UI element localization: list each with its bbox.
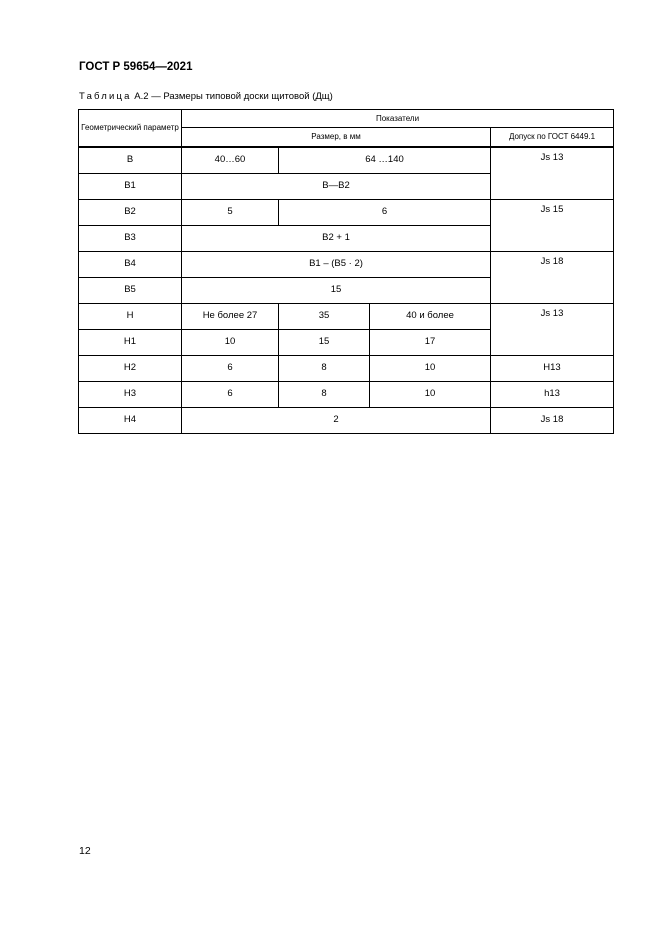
param-cell: H <box>79 304 182 330</box>
size-cell: 10 <box>370 382 491 408</box>
tolerance-cell: h13 <box>491 382 614 408</box>
size-cell: 17 <box>370 330 491 356</box>
size-cell: 8 <box>279 356 370 382</box>
param-cell: B4 <box>79 252 182 278</box>
table-row <box>79 147 614 174</box>
size-cell: 5 <box>182 200 279 226</box>
page-number: 12 <box>79 845 91 857</box>
header-indicators: Показатели <box>182 110 614 128</box>
size-cell: 6 <box>279 200 491 226</box>
size-cell: 10 <box>182 330 279 356</box>
param-cell: H3 <box>79 382 182 408</box>
size-cell: B1 – (B5 · 2) <box>182 252 491 278</box>
tolerance-cell: Js 18 <box>491 252 614 304</box>
size-cell: 64 …140 <box>279 147 491 174</box>
header-size: Размер, в мм <box>182 128 491 148</box>
size-cell: B2 + 1 <box>182 226 491 252</box>
table-header-row <box>79 110 614 128</box>
size-cell: B—B2 <box>182 174 491 200</box>
param-cell: B5 <box>79 278 182 304</box>
size-cell: 2 <box>182 408 491 434</box>
param-cell: H1 <box>79 330 182 356</box>
table-caption <box>79 91 333 102</box>
table-row <box>79 252 614 278</box>
tolerance-cell: Js 18 <box>491 408 614 434</box>
param-cell: B3 <box>79 226 182 252</box>
table-row <box>79 356 614 382</box>
size-cell: 40…60 <box>182 147 279 174</box>
header-tolerance: Допуск по ГОСТ 6449.1 <box>491 128 614 148</box>
dimensions-table <box>78 109 614 434</box>
param-cell: B2 <box>79 200 182 226</box>
table-row <box>79 408 614 434</box>
tolerance-cell: Js 13 <box>491 304 614 356</box>
size-cell: 10 <box>370 356 491 382</box>
param-cell: B1 <box>79 174 182 200</box>
param-cell: B <box>79 147 182 174</box>
header-param: Геометрический параметр <box>79 110 182 148</box>
table-caption-title: А.2 — Размеры типовой доски щитовой (Дщ) <box>131 91 333 102</box>
tolerance-cell: H13 <box>491 356 614 382</box>
size-cell: 40 и более <box>370 304 491 330</box>
size-cell: 6 <box>182 356 279 382</box>
table-row <box>79 382 614 408</box>
document-code-header: ГОСТ Р 59654—2021 <box>79 61 193 73</box>
table-row <box>79 200 614 226</box>
tolerance-cell: Js 15 <box>491 200 614 252</box>
table-row <box>79 304 614 330</box>
tolerance-cell: Js 13 <box>491 147 614 200</box>
param-cell: H2 <box>79 356 182 382</box>
size-cell: 15 <box>182 278 491 304</box>
size-cell: Не более 27 <box>182 304 279 330</box>
param-cell: H4 <box>79 408 182 434</box>
size-cell: 8 <box>279 382 370 408</box>
size-cell: 35 <box>279 304 370 330</box>
size-cell: 15 <box>279 330 370 356</box>
table-caption-prefix: Таблица <box>79 91 132 102</box>
size-cell: 6 <box>182 382 279 408</box>
